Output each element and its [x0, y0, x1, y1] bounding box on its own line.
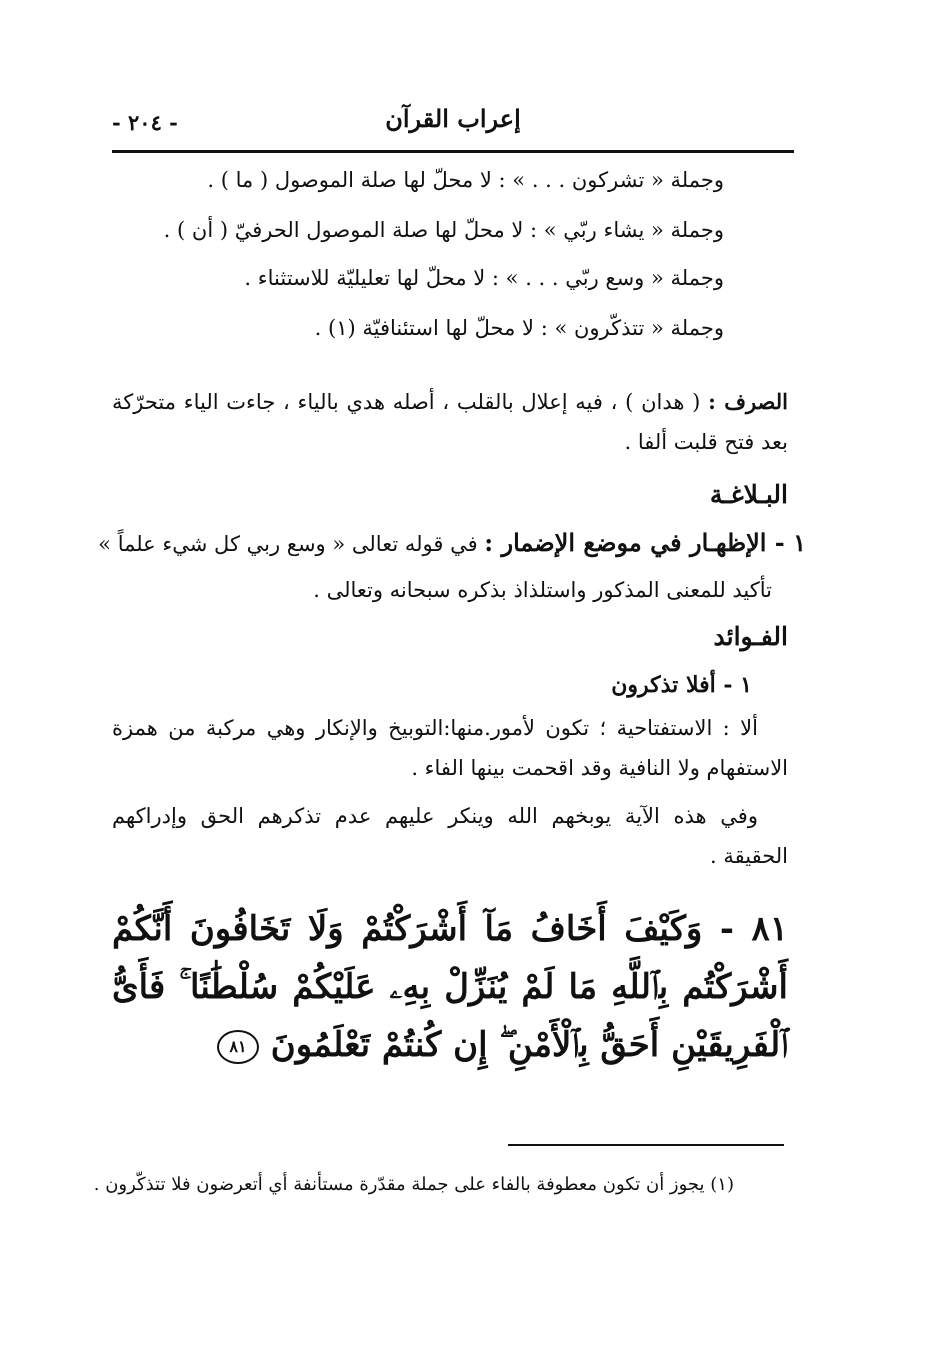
page-header	[112, 98, 794, 150]
header-rule	[112, 150, 794, 153]
balagha-item	[98, 528, 806, 557]
fawaid-paragraph-2: وفي هذه الآية يوبخهم الله وينكر عليهم عدم تذكرهم الحق وإدراكهم الحقيقة .	[112, 804, 788, 868]
balagha-item-text: في قوله تعالى « وسع ربي كل شيء علماً »	[98, 532, 478, 556]
irab-line-4: وجملة « تتذكّرون » : لا محلّ لها استئنافيّة (١) .	[314, 316, 724, 340]
verse-text: وَكَيْفَ أَخَافُ مَآ أَشْرَكْتُمْ وَلَا تَخَافُونَ أَنَّكُمْ أَشْرَكْتُم بِٱللَّهِ مَا لَمْ يُنَزِّلْ بِهِۦ عَلَيْكُمْ سُلْطَٰنًا ۚ فَأَىُّ ٱلْفَرِيقَيْنِ أَحَقُّ بِٱلْأَمْنِ ۖ إِن كُنتُمْ تَعْلَمُونَ	[112, 909, 788, 1065]
irab-line-2: وجملة « يشاء ربّي » : لا محلّ لها صلة الموصول الحرفيّ ( أن ) .	[163, 218, 724, 242]
fawaid-heading: الفـوائد	[713, 622, 788, 651]
fawaid-paragraph-1: ألا : الاستفتاحية ؛ تكون لأمور.منها:التوبيخ والإنكار وهي مركبة من همزة الاستفهام ولا النافية وقد اقحمت بينها الفاء .	[112, 716, 788, 780]
verse-end-marker: ٨١	[217, 1030, 259, 1064]
footnote: (١) يجوز أن تكون معطوفة بالفاء على جملة مقدّرة مستأنفة أي أتعرضون فلا تتذكّرون .	[93, 1174, 734, 1195]
sarf-text: ( هدان ) ، فيه إعلال بالقلب ، أصله هدي بالياء ، جاءت الياء متحرّكة بعد فتح قلبت ألفا .	[112, 390, 788, 454]
running-title: إعراب القرآن	[385, 104, 521, 133]
irab-line-1: وجملة « تشركون . . . » : لا محلّ لها صلة الموصول ( ما ) .	[207, 168, 724, 192]
footnote-rule	[508, 1144, 784, 1146]
balagha-heading: البـلاغـة	[709, 480, 788, 509]
sarf-paragraph	[112, 382, 788, 462]
sarf-label: الصرف :	[708, 389, 788, 414]
balagha-item-title: ١ - الإظهـار في موضع الإضمار :	[484, 528, 806, 557]
page-number: - ٢٠٤ -	[112, 110, 178, 135]
irab-line-3: وجملة « وسع ربّي . . . » : لا محلّ لها تعليليّة للاستثناء .	[244, 266, 724, 290]
fawaid-subheading: ١ - أفلا تذكرون	[611, 672, 752, 698]
quran-verse	[112, 900, 788, 1074]
verse-number: ٨١ -	[719, 909, 788, 949]
balagha-continuation: تأكيد للمعنى المذكور واستلذاذ بذكره سبحانه وتعالى .	[313, 578, 772, 602]
